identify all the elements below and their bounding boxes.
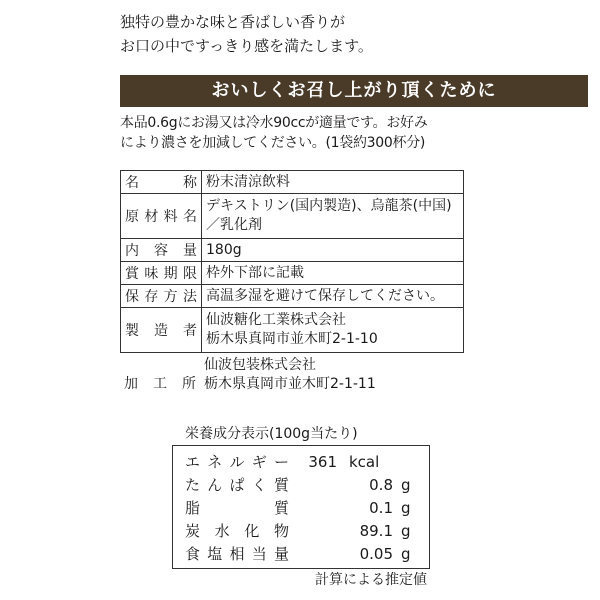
table-row: [121, 194, 464, 239]
intro-line-2: お口の中ですっきり感を満たします。: [120, 37, 373, 55]
nutrition-label-salt: 食塩相当量: [185, 545, 289, 563]
row-label-manufacturer: 製造者: [121, 308, 202, 353]
nutrition-note: 計算による推定値: [315, 572, 427, 588]
serving-banner: おいしくお召し上がり頂くために: [120, 75, 588, 107]
table-row: [121, 239, 464, 262]
product-info-table: [120, 170, 464, 353]
nutrition-label-energy: エネルギー: [185, 453, 289, 471]
nutrition-unit-energy: kcal: [349, 453, 380, 471]
ingredients-line-2: ／乳化剤: [206, 217, 262, 233]
nutrition-row-salt: [173, 543, 429, 565]
row-value-manufacturer: [202, 308, 464, 353]
row-value-ingredients: [202, 194, 464, 239]
nutrition-unit-fat: g: [401, 499, 411, 517]
processor-name: 仙波包装株式会社: [204, 357, 316, 373]
table-row: [121, 171, 464, 194]
intro-text: [120, 10, 590, 58]
manufacturer-name: 仙波糖化工業株式会社: [206, 312, 346, 328]
row-label-storage: 保存方法: [121, 285, 202, 308]
nutrition-unit-protein: g: [401, 476, 411, 494]
table-row: [121, 308, 464, 353]
nutrition-label-carbohydrate: 炭水化物: [185, 522, 289, 540]
row-value-storage: 高温多湿を避けて保存してください。: [202, 285, 464, 308]
ingredients-line-1: デキストリン(国内製造)、烏龍茶(中国): [206, 198, 452, 214]
nutrition-unit-salt: g: [401, 545, 411, 563]
row-value-net-weight: 180g: [202, 239, 464, 262]
nutrition-value-salt: 0.05: [359, 545, 393, 563]
row-label-net-weight: 内容量: [121, 239, 202, 262]
nutrition-title: 栄養成分表示(100g当たり): [185, 426, 358, 442]
table-row: [121, 262, 464, 285]
nutrition-unit-carbohydrate: g: [401, 522, 411, 540]
nutrition-label-fat: 脂質: [185, 499, 289, 517]
processor-value: [204, 356, 584, 394]
nutrition-row-protein: [173, 474, 429, 496]
table-row: [121, 285, 464, 308]
processor-address: 栃木県真岡市並木町2-1-11: [204, 376, 376, 392]
nutrition-value-protein: 0.8: [369, 476, 393, 494]
nutrition-value-energy: 361: [308, 453, 337, 471]
nutrition-table: [172, 445, 430, 569]
nutrition-row-carbohydrate: [173, 520, 429, 542]
row-label-name: 名称: [121, 171, 202, 194]
nutrition-row-energy: [173, 451, 429, 473]
nutrition-value-carbohydrate: 89.1: [359, 522, 393, 540]
nutrition-row-fat: [173, 497, 429, 519]
manufacturer-address: 栃木県真岡市並木町2-1-10: [206, 331, 378, 347]
row-value-name: 粉末清涼飲料: [202, 171, 464, 194]
nutrition-value-fat: 0.1: [369, 499, 393, 517]
intro-line-1: 独特の豊かな味と香ばしい香りが: [120, 13, 346, 31]
row-label-ingredients: 原材料名: [121, 194, 202, 239]
serving-instructions: [120, 113, 596, 153]
serving-instructions-line-2: により濃さを加減してください。(1袋約300杯分): [120, 135, 426, 151]
processor-label: 加工所: [124, 376, 196, 392]
nutrition-label-protein: たんぱく質: [185, 476, 289, 494]
row-value-best-before: 枠外下部に記載: [202, 262, 464, 285]
serving-instructions-line-1: 本品0.6gにお湯又は冷水90ccが適量です。お好み: [120, 115, 428, 131]
row-label-best-before: 賞味期限: [121, 262, 202, 285]
